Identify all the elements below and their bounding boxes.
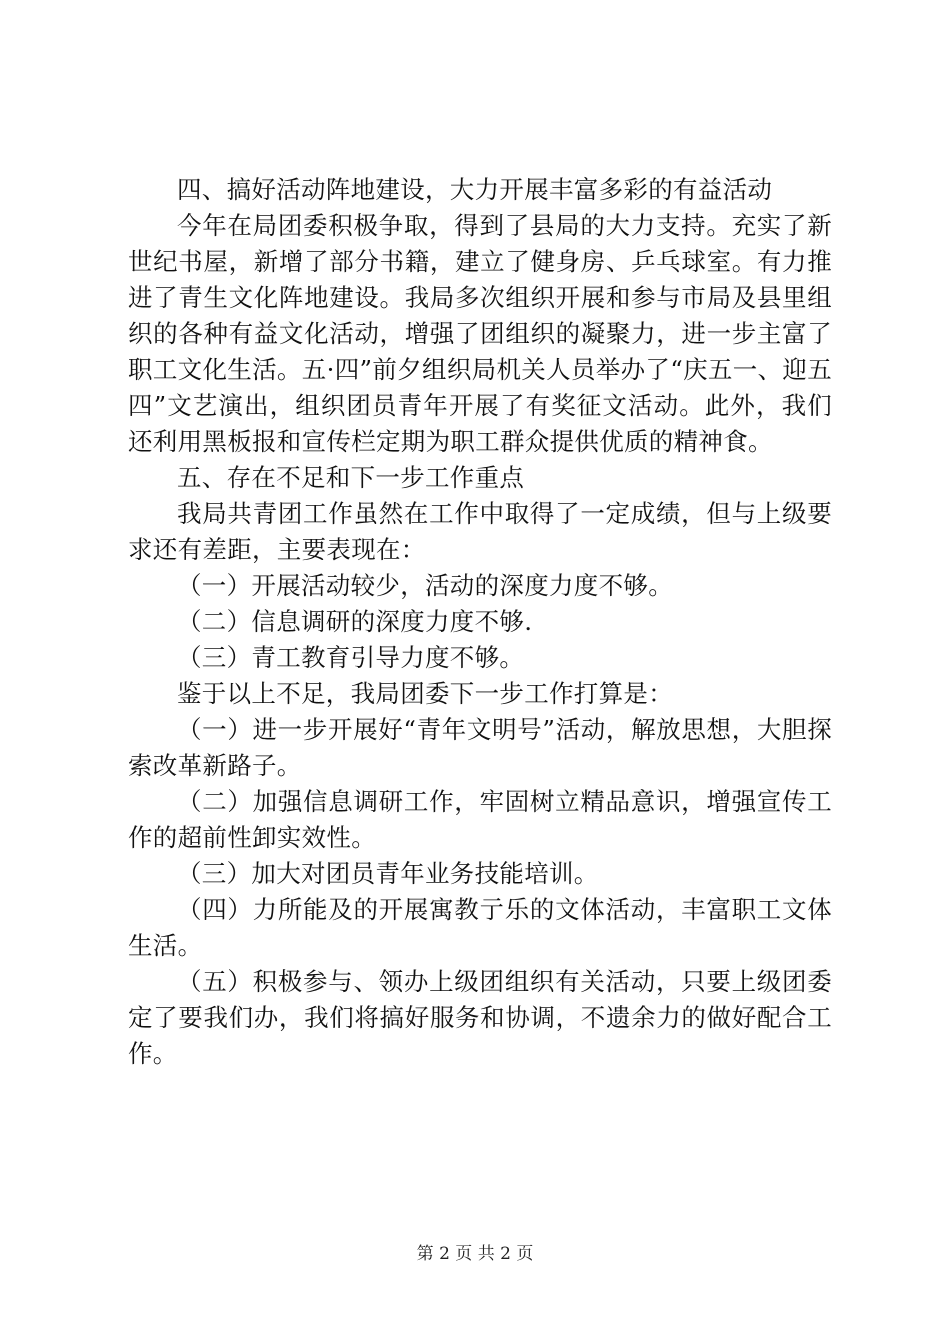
- shortcoming-item-3: （三）青工教育引导力度不够。: [177, 643, 525, 672]
- body-paragraph-shortcomings-intro: 我局共青团工作虽然在工作中取得了一定成绩，但与上级要求还有差距，主要表现在：: [128, 499, 832, 564]
- shortcoming-item-1: （一）开展活动较少，活动的深度力度不够。: [177, 571, 673, 600]
- plan-item-5: （五）积极参与、领办上级团组织有关活动，只要上级团委定了要我们办，我们将搞好服务和协调，不遗余力的做好配合工作。: [128, 967, 832, 1068]
- document-body: [128, 172, 832, 1072]
- plan-item-3: （三）加大对团员青年业务技能培训。: [177, 859, 599, 888]
- section-heading-5: 五、存在不足和下一步工作重点: [177, 463, 525, 492]
- plan-item-4: （四）力所能及的开展寓教亍乐的文体活动，丰富职工文体生活。: [128, 895, 832, 960]
- page-number-footer: 第 2 页 共 2 页: [416, 1244, 534, 1264]
- plan-item-1: （一）进一步开展好“青年文明号”活动，解放思想，大胆探索改革新路子。: [128, 715, 832, 780]
- body-paragraph-plan-intro: 鉴于以上不足，我局团委下一步工作打算是：: [177, 679, 673, 708]
- section-heading-4: 四、搞好活动阵地建设，大力开展丰富多彩的有益活动: [177, 175, 773, 204]
- shortcoming-item-2: （二）信息调研的深度力度不够.: [177, 607, 533, 636]
- plan-item-2: （二）加强信息调研工作，牢固树立精品意识，增强宣传工作的超前性卸实效性。: [128, 787, 832, 852]
- body-paragraph-activities: 今年在局团委积极争取，得到了县局的大力支持。充实了新世纪书屋，新增了部分书籍，建立了健身房、乒乓球室。有力推进了青生文化阵地建设。我局多次组织开展和参与市局及县里组织的各种有益文化活动，增强了团组织的凝聚力，进一步主富了职工文化生活。五·四”前夕组织局机关人员举办了“庆五一、迎五四”文艺演出，组织团员青年开展了有奖征文活动。此外，我们还利用黑板报和宣传栏定期为职工群众提供优质的精神食。: [128, 211, 833, 456]
